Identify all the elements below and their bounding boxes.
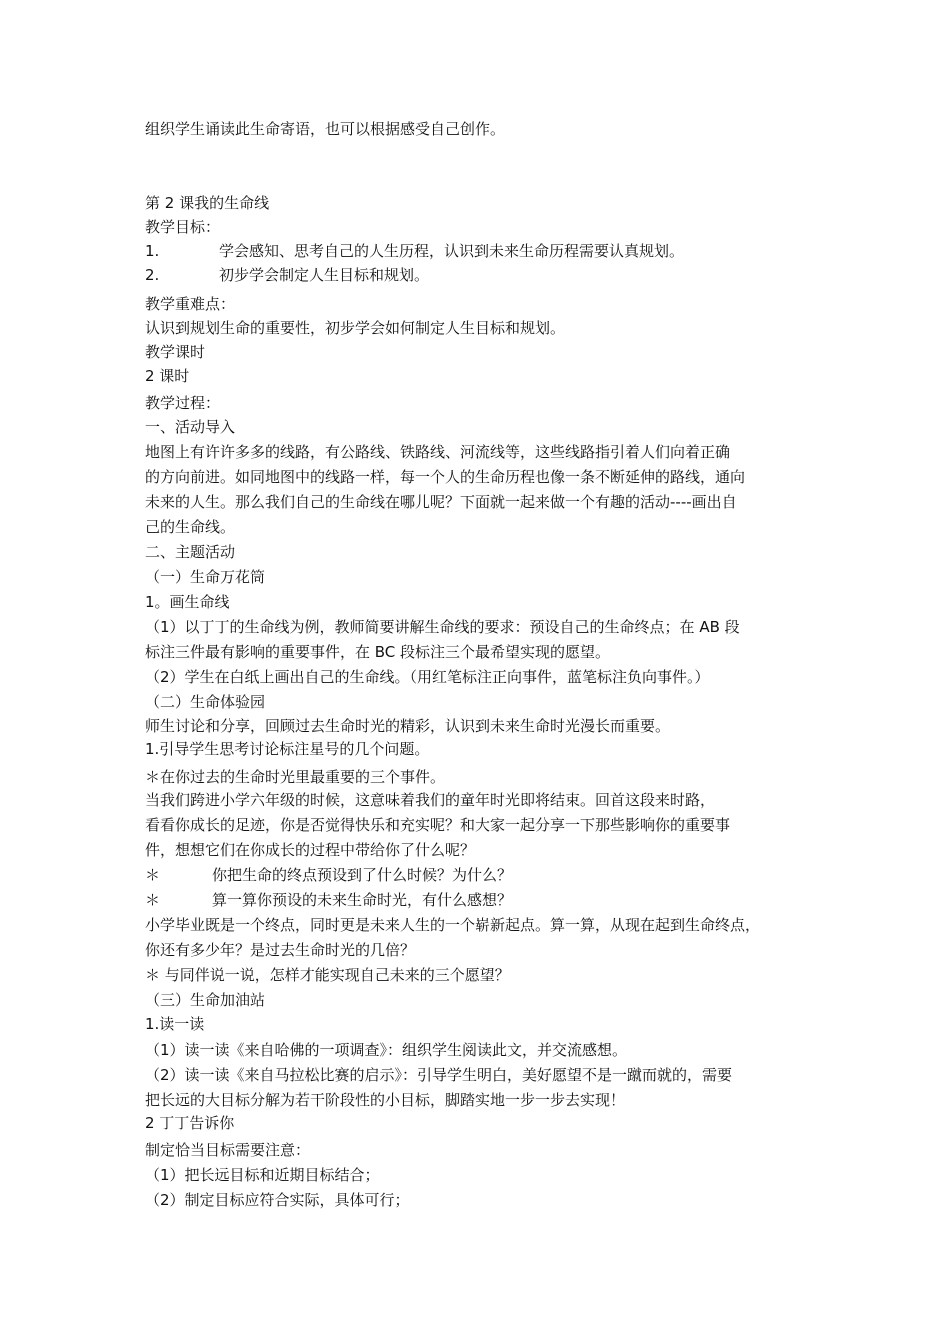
step-item: （1）读一读《来自哈佛的一项调查》：组织学生阅读此文，并交流感想。 (145, 1041, 628, 1059)
step-item: 标注三件最有影响的重要事件，在 BC 段标注三个最希望实现的愿望。 (145, 643, 611, 661)
process-heading: 教学过程： (145, 394, 221, 412)
step-heading: 2 丁丁告诉你 (145, 1114, 235, 1132)
paragraph-line: 你还有多少年？是过去生命时光的几倍？ (145, 941, 416, 959)
goals-heading: 教学目标： (145, 218, 221, 236)
step-heading: 1。画生命线 (145, 593, 230, 611)
paragraph-line: 己的生命线。 (145, 518, 236, 536)
star-question: 你把生命的终点预设到了什么时候？为什么？ (212, 866, 513, 884)
goal-number: 1. (145, 242, 160, 260)
star-marker: ＊ (145, 891, 161, 909)
hours-value: 2 课时 (145, 367, 190, 385)
paragraph-line: 看看你成长的足迹，你是否觉得快乐和充实呢？和大家一起分享一下那些影响你的重要事 (145, 816, 731, 834)
lesson-title: 第 2 课我的生命线 (145, 194, 270, 212)
goal-text: 初步学会制定人生目标和规划。 (219, 266, 430, 284)
goal-number: 2. (145, 266, 160, 284)
star-question: ＊在你过去的生命时光里最重要的三个事件。 (145, 768, 446, 786)
section-heading: 二、主题活动 (145, 543, 236, 561)
note-item: （1）把长远目标和近期目标结合； (145, 1166, 380, 1184)
step-item: （1）以丁丁的生命线为例，教师简要讲解生命线的要求：预设自己的生命终点；在 AB 段 (145, 618, 740, 636)
paragraph-line: 小学毕业既是一个终点，同时更是未来人生的一个崭新起点。算一算，从现在起到生命终点， (145, 916, 761, 934)
star-question: 算一算你预设的未来生命时光，有什么感想？ (212, 891, 513, 909)
paragraph-line: 当我们跨进小学六年级的时候，这意味着我们的童年时光即将结束。回首这段来时路， (145, 791, 716, 809)
star-question: ＊ 与同伴说一说，怎样才能实现自己未来的三个愿望？ (145, 966, 510, 984)
notes-heading: 制定恰当目标需要注意： (145, 1141, 311, 1159)
key-text: 认识到规划生命的重要性，初步学会如何制定人生目标和规划。 (145, 319, 566, 337)
subsection-heading: （三）生命加油站 (145, 991, 266, 1009)
note-item: （2）制定目标应符合实际，具体可行； (145, 1191, 410, 1209)
step-heading: 1.引导学生思考讨论标注星号的几个问题。 (145, 740, 430, 758)
paragraph-line: 地图上有许许多多的线路，有公路线、铁路线、河流线等，这些线路指引着人们向着正确 (145, 443, 731, 461)
step-item: （2）读一读《来自马拉松比赛的启示》：引导学生明白，美好愿望不是一蹴而就的，需要 (145, 1066, 733, 1084)
star-marker: ＊ (145, 866, 161, 884)
subsection-heading: （一）生命万花筒 (145, 568, 266, 586)
section-heading: 一、活动导入 (145, 418, 236, 436)
goal-text: 学会感知、思考自己的人生历程，认识到未来生命历程需要认真规划。 (219, 242, 685, 260)
paragraph-line: 件，想想它们在你成长的过程中带给你了什么呢？ (145, 841, 476, 859)
step-item: （2）学生在白纸上画出自己的生命线。（用红笔标注正向事件，蓝笔标注负向事件。） (145, 668, 710, 686)
hours-heading: 教学课时 (145, 343, 206, 361)
paragraph-line: 师生讨论和分享，回顾过去生命时光的精彩，认识到未来生命时光漫长而重要。 (145, 717, 671, 735)
step-heading: 1.读一读 (145, 1015, 205, 1033)
paragraph-line: 的方向前进。如同地图中的线路一样，每一个人的生命历程也像一条不断延伸的路线，通向 (145, 468, 746, 486)
intro-paragraph: 组织学生诵读此生命寄语，也可以根据感受自己创作。 (145, 120, 506, 138)
step-item: 把长远的大目标分解为若干阶段性的小目标，脚踏实地一步一步去实现！ (145, 1091, 626, 1109)
paragraph-line: 未来的人生。那么我们自己的生命线在哪儿呢？下面就一起来做一个有趣的活动----画出自 (145, 493, 737, 511)
subsection-heading: （二）生命体验园 (145, 693, 266, 711)
key-heading: 教学重难点： (145, 295, 236, 313)
